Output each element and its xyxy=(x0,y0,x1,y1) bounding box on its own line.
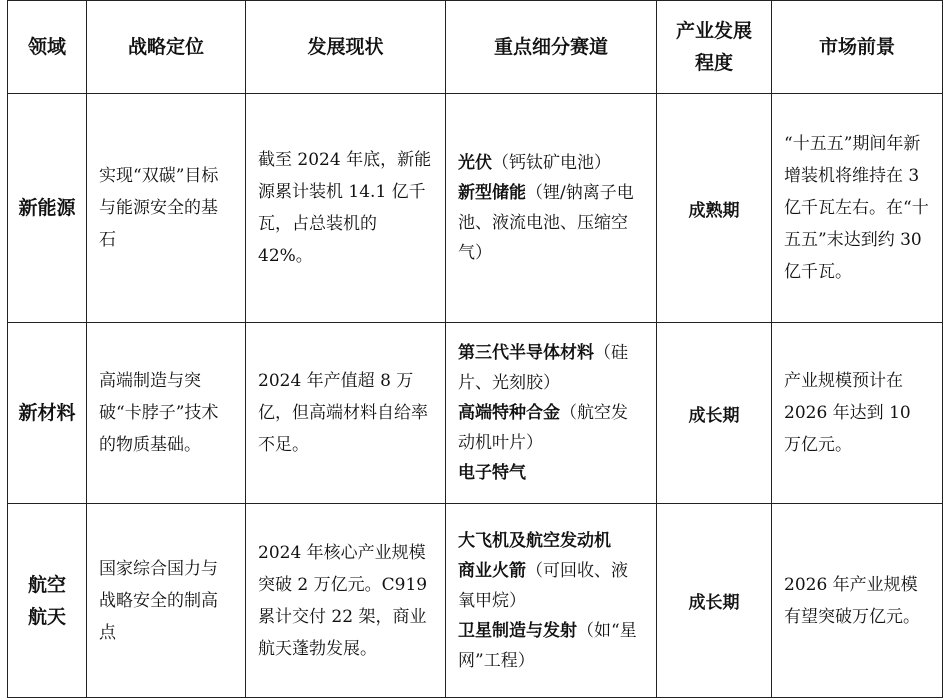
segments-cell xyxy=(446,504,657,698)
status-cell: 截至 2024 年底，新能源累计装机 14.1 亿千瓦，占总装机的 42%。 xyxy=(246,94,446,323)
header-outlook: 市场前景 xyxy=(772,1,943,94)
segment-item: 第三代半导体材料（硅片、光刻胶） xyxy=(458,343,628,393)
segments-cell xyxy=(446,323,657,504)
outlook-cell: “十五五”期间年新增装机将维持在 3 亿千瓦左右。在“十五五”末达到约 30 亿千瓦。 xyxy=(772,94,943,323)
outlook-cell: 2026 年产业规模有望突破万亿元。 xyxy=(772,504,943,698)
status-cell: 2024 年核心产业规模突破 2 万亿元。C919 累计交付 22 架，商业航天蓬勃发展。 xyxy=(246,504,446,698)
segments-cell xyxy=(446,94,657,323)
segment-item: 光伏（钙钛矿电池） xyxy=(458,153,611,173)
industry-table xyxy=(7,0,943,698)
table-row xyxy=(8,94,943,323)
table-row xyxy=(8,504,943,698)
table-row xyxy=(8,323,943,504)
outlook-cell: 产业规模预计在 2026 年达到 10 万亿元。 xyxy=(772,323,943,504)
domain-line2: 航天 xyxy=(27,605,66,628)
header-strategy: 战略定位 xyxy=(87,1,246,94)
header-segments: 重点细分赛道 xyxy=(446,1,657,94)
header-stage xyxy=(657,1,772,94)
header-stage-line1: 产业发展 xyxy=(675,20,752,42)
stage-cell: 成长期 xyxy=(657,504,772,698)
domain-line1: 航空 xyxy=(27,573,66,596)
strategy-cell: 实现“双碳”目标与能源安全的基石 xyxy=(87,94,246,323)
segment-item: 电子特气 xyxy=(458,463,526,483)
segment-item: 新型储能（锂/钠离子电池、液流电池、压缩空气） xyxy=(458,183,634,263)
header-row xyxy=(8,1,943,94)
header-domain: 领域 xyxy=(8,1,87,94)
stage-cell: 成熟期 xyxy=(657,94,772,323)
segment-item: 商业火箭（可回收、液氧甲烷） xyxy=(458,560,628,611)
domain-cell: 新能源 xyxy=(8,94,87,323)
domain-cell: 新材料 xyxy=(8,323,87,504)
status-cell: 2024 年产值超 8 万亿，但高端材料自给率不足。 xyxy=(246,323,446,504)
strategy-cell: 高端制造与突破“卡脖子”技术的物质基础。 xyxy=(87,323,246,504)
stage-cell: 成长期 xyxy=(657,323,772,504)
domain-cell xyxy=(8,504,87,698)
segment-item: 卫星制造与发射（如“星网”工程） xyxy=(458,620,637,671)
header-status: 发展现状 xyxy=(246,1,446,94)
header-stage-line2: 程度 xyxy=(694,52,733,74)
segment-item: 高端特种合金（航空发动机叶片） xyxy=(458,403,628,453)
strategy-cell: 国家综合国力与战略安全的制高点 xyxy=(87,504,246,698)
segment-item: 大飞机及航空发动机 xyxy=(458,530,611,551)
